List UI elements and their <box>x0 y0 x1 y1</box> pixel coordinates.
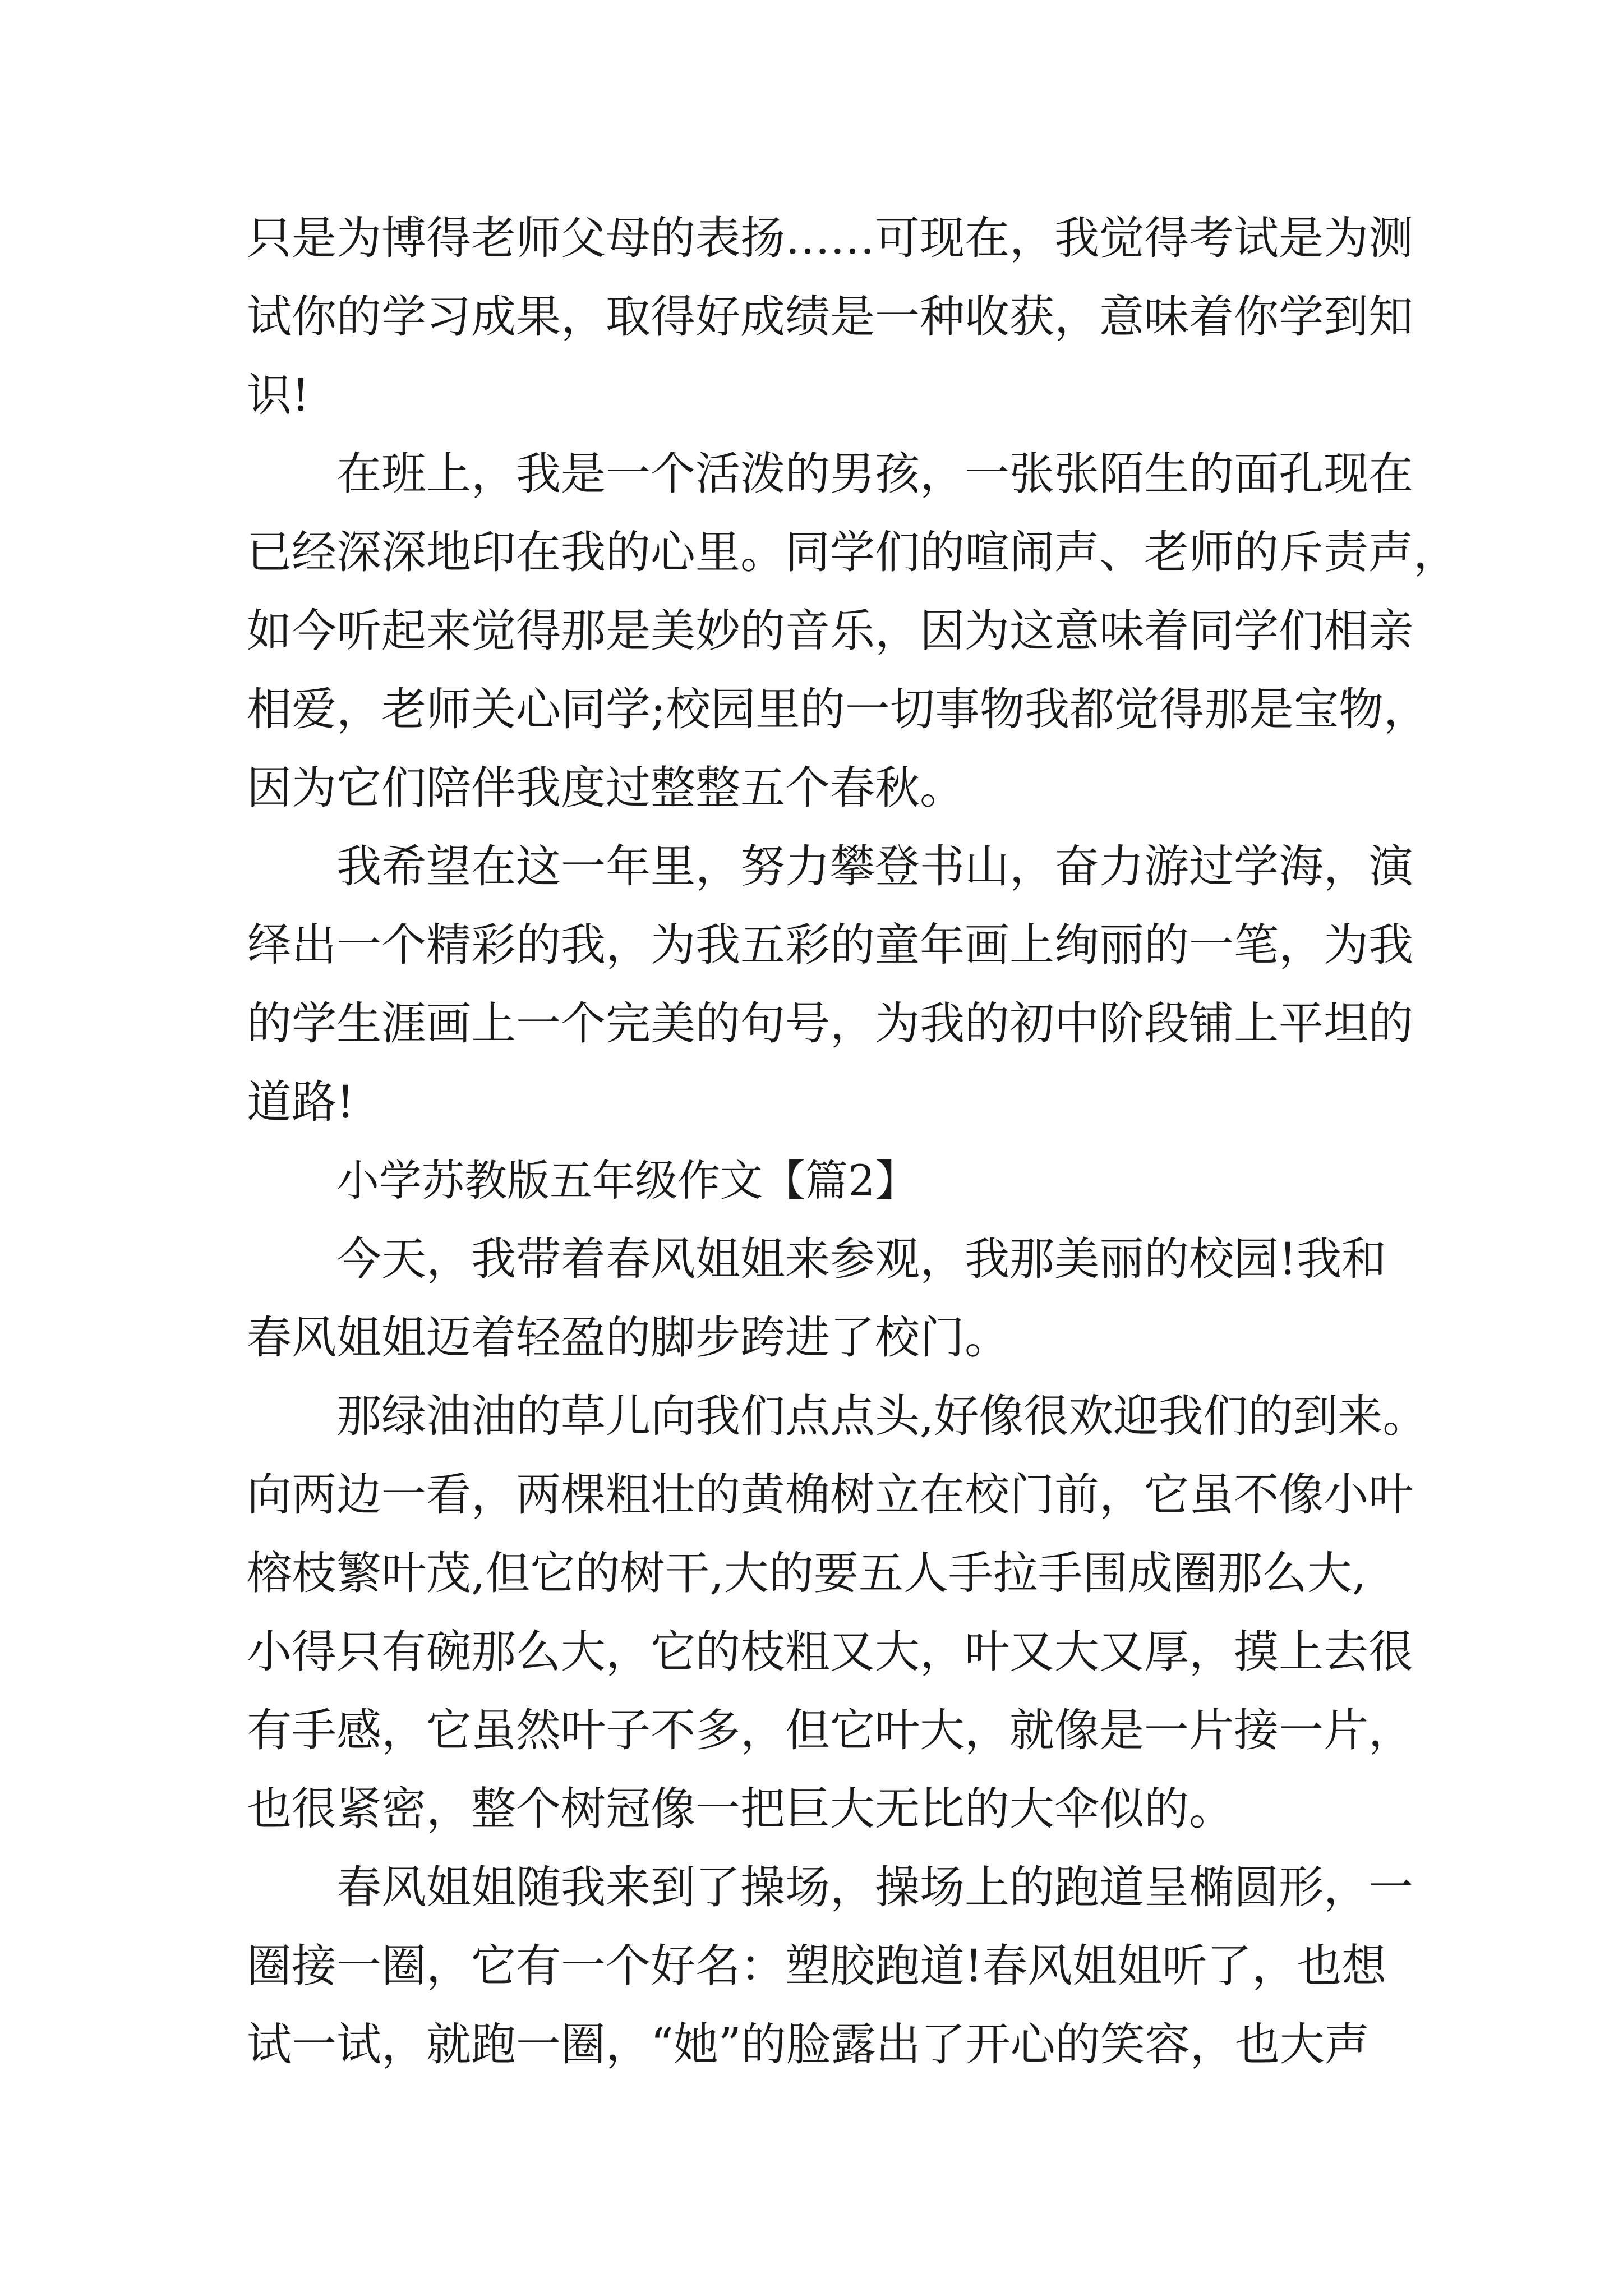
text-line: 的学生涯画上一个完美的句号，为我的初中阶段铺上平坦的 <box>247 997 1413 1050</box>
text-line: 识! <box>247 369 310 421</box>
text-line: 小得只有碗那么大，它的枝粗又大，叶又大又厚，摸上去很 <box>247 1626 1413 1678</box>
paragraph-start-line: 在班上，我是一个活泼的男孩，一张张陌生的面孔现在 <box>336 448 1413 500</box>
paragraph-start-line: 春风姐姐随我来到了操场，操场上的跑道呈椭圆形，一 <box>336 1861 1413 1913</box>
paragraph-start-line: 我希望在这一年里，努力攀登书山，奋力游过学海，演 <box>336 840 1413 892</box>
text-line: 如今听起来觉得那是美妙的音乐，因为这意味着同学们相亲 <box>247 605 1413 657</box>
text-line: 道路! <box>247 1076 355 1128</box>
text-line: 也很紧密，整个树冠像一把巨大无比的大伞似的。 <box>247 1783 1234 1835</box>
text-line: 春风姐姐迈着轻盈的脚步跨进了校门。 <box>247 1312 1009 1364</box>
text-line: 相爱，老师关心同学;校园里的一切事物我都觉得那是宝物， <box>247 683 1428 735</box>
text-line: 圈接一圈，它有一个好名：塑胶跑道!春风姐姐听了，也想 <box>247 1940 1387 1992</box>
text-line: 绎出一个精彩的我，为我五彩的童年画上绚丽的一笔，为我 <box>247 919 1413 971</box>
text-line: 只是为博得老师父母的表扬……可现在，我觉得考试是为测 <box>247 212 1413 264</box>
text-line: 因为它们陪伴我度过整整五个春秋。 <box>247 762 965 814</box>
text-line: 向两边一看，两棵粗壮的黄桷树立在校门前，它虽不像小叶 <box>247 1469 1413 1521</box>
text-line: 试你的学习成果，取得好成绩是一种收获，意味着你学到知 <box>247 291 1413 343</box>
section-heading: 小学苏教版五年级作文【篇2】 <box>336 1156 918 1205</box>
text-line: 试一试，就跑一圈，“她”的脸露出了开心的笑容，也大声 <box>247 2018 1370 2070</box>
text-line: 已经深深地印在我的心里。同学们的喧闹声、老师的斥责声， <box>247 526 1458 578</box>
text-line: 有手感，它虽然叶子不多，但它叶大，就像是一片接一片， <box>247 1704 1413 1756</box>
paragraph-start-line: 那绿油油的草儿向我们点点头,好像很欢迎我们的到来。 <box>336 1390 1428 1442</box>
text-line: 榕枝繁叶茂,但它的树干,大的要五人手拉手围成圈那么大, <box>247 1547 1367 1599</box>
paragraph-start-line: 今天，我带着春风姐姐来参观，我那美丽的校园!我和 <box>336 1233 1387 1285</box>
document-body <box>247 199 1458 2084</box>
